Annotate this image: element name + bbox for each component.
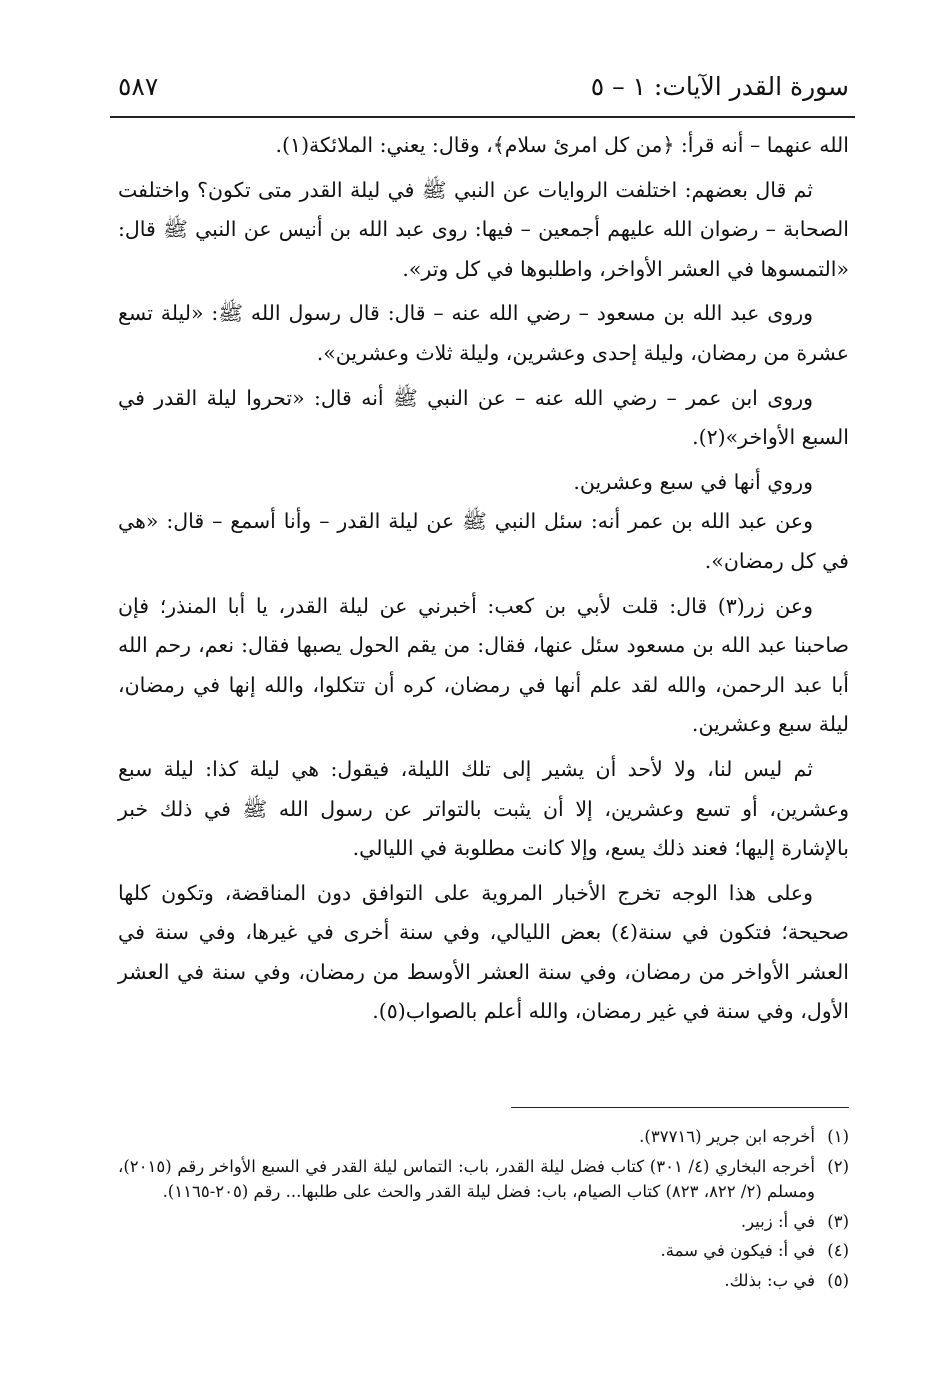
- footnote-text: في أ: فيكون في سمة.: [660, 1241, 815, 1261]
- page-header: [118, 72, 849, 116]
- footnote-number: (٥): [827, 1270, 849, 1290]
- footnote-number: (١): [827, 1127, 849, 1146]
- paragraph: وروى ابن عمر – رضي الله عنه – عن النبي ﷺ أنه قال: «تحروا ليلة القدر في السبع الأواخر»(٢).: [118, 385, 849, 450]
- footnote-item: [118, 1154, 849, 1205]
- footnotes: [118, 1124, 849, 1298]
- header-rule: [110, 116, 855, 118]
- footnote-text: في أ: زبير.: [740, 1211, 815, 1231]
- footnote-item: [118, 1268, 849, 1294]
- paragraph: وعلى هذا الوجه تخرج الأخبار المروية على التوافق دون المناقضة، وتكون كلها صحيحة؛ فتكون في سنة(٤) بعض الليالي، وفي سنة أخرى في غيرها، وفي سنة في العشر الأواخر من رمضان، وفي سنة العشر الأوسط من رمضان، وفي سنة في العشر الأول، وفي سنة في غير رمضان، والله أعلم بالصواب(٥).: [118, 880, 849, 1024]
- running-title: سورة القدر الآيات: ١ – ٥: [590, 72, 849, 101]
- footnote-separator: [511, 1107, 849, 1108]
- paragraph: وروي أنها في سبع وعشرين.: [573, 469, 813, 494]
- paragraph: الله عنهما – أنه قرأ: ﴿من كل امرئ سلام﴾، وقال: يعني: الملائكة(١).: [275, 133, 849, 157]
- footnote-text: أخرجه البخاري (٤/ ٣٠١) كتاب فضل ليلة القدر، باب: التماس ليلة القدر في السبع الأواخر رقم (٢٠١٥)، ومسلم (٢/ ٨٢٢، ٨٢٣) كتاب الصيام، باب: فضل ليلة القدر والحث على طلبها... رقم (٢٠٥-١١٦٥).: [118, 1156, 815, 1202]
- footnote-text: أخرجه ابن جرير (٣٧٧١٦).: [639, 1127, 815, 1146]
- footnote-number: (٣): [827, 1211, 849, 1231]
- paragraph: وعن عبد الله بن عمر أنه: سئل النبي ﷺ عن ليلة القدر – وأنا أسمع – قال: «هي في كل رمضان».: [118, 509, 849, 573]
- footnote-number: (٤): [827, 1241, 849, 1261]
- paragraph: ثم ليس لنا، ولا لأحد أن يشير إلى تلك الليلة، فيقول: هي ليلة كذا: ليلة سبع وعشرين، أو تسع وعشرين، إلا أن يثبت بالتواتر عن رسول الله ﷺ في ذلك خبر بالإشارة إليها؛ فعند ذلك يسع، وإلا كانت مطلوبة في الليالي.: [118, 756, 849, 861]
- footnote-item: [118, 1209, 849, 1235]
- paragraph: وروى عبد الله بن مسعود – رضي الله عنه – قال: قال رسول الله ﷺ: «ليلة تسع عشرة من رمضان، وليلة إحدى وعشرين، وليلة ثلاث وعشرين».: [118, 301, 849, 365]
- footnote-number: (٢): [827, 1156, 849, 1176]
- footnote-text: في ب: بذلك.: [724, 1270, 815, 1290]
- footnote-item: [118, 1124, 849, 1150]
- footnote-item: [118, 1238, 849, 1264]
- main-text: [118, 126, 849, 1037]
- page-number: ٥٨٧: [118, 72, 159, 101]
- paragraph: وعن زر(٣) قال: قلت لأبي بن كعب: أخبرني عن ليلة القدر، يا أبا المنذر؛ فإن صاحبنا عبد الله بن مسعود سئل عنها، فقال: من يقم الحول يصبها فقال: نعم، رحم الله أبا عبد الرحمن، والله لقد علم أنها في رمضان، كره أن تتكلوا، والله إنها في رمضان، ليلة سبع وعشرين.: [118, 593, 849, 737]
- paragraph: ثم قال بعضهم: اختلفت الروايات عن النبي ﷺ في ليلة القدر متى تكون؟ واختلفت الصحابة – رضوان الله عليهم أجمعين – فيها: روى عبد الله بن أنيس عن النبي ﷺ قال: «التمسوها في العشر الأواخر، واطلبوها في كل وتر».: [118, 177, 849, 281]
